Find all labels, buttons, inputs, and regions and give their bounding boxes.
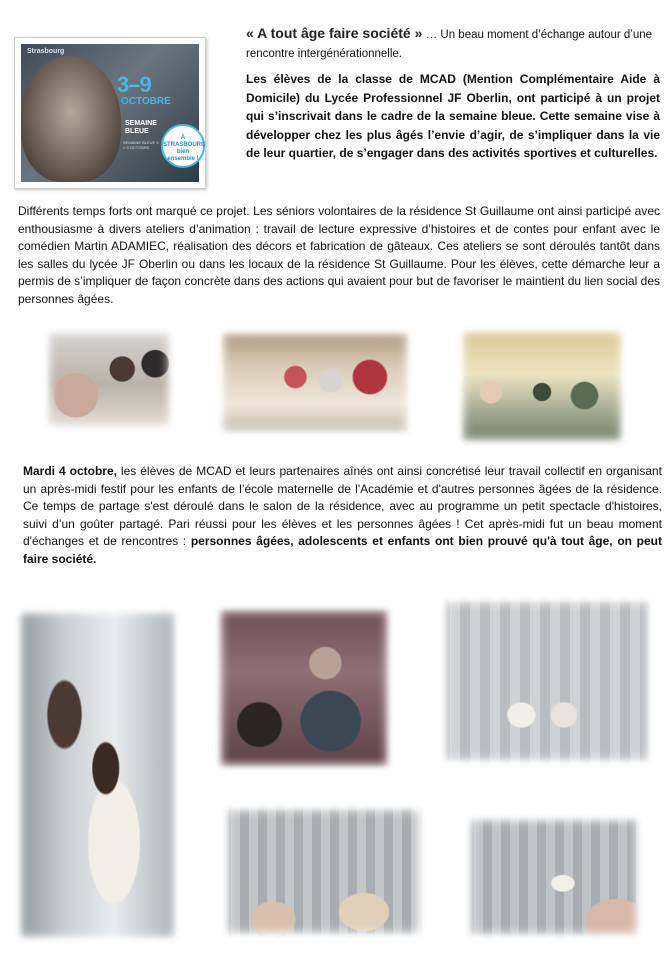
- poster-badge-text: À STRASBOURG bien ensemble !: [163, 135, 206, 162]
- photo-audience-room: [222, 804, 425, 939]
- poster-badge: [161, 124, 205, 168]
- poster-brand: Strasbourg: [27, 48, 65, 55]
- photo-audience-children: [465, 814, 643, 940]
- paragraph-workshops: Différents temps forts ont marqué ce projet. Les séniors volontaires de la résidence St Guillaume ont ainsi participé avec enthousiasme à divers ateliers d’animation : travail de lecture expressive d’histoires et de contes pour enfant avec le comédien Martin ADAMIEC, réalisation des décors et fabrication de gâteaux. Ces ateliers se sont déroulés tantôt dans les salles du lycée JF Oberlin ou dans les locaux de la résidence St Guillaume. Pour les élèves, cette démarche leur a permis de s’impliquer de façon concrète dans des actions qui avaient pour but de favoriser le maintient du lien social des personnes âgées.: [18, 204, 660, 306]
- photo-senior-with-child: [215, 605, 393, 771]
- page-title: « A tout âge faire société »: [246, 25, 423, 41]
- poster-month: OCTOBRE: [121, 96, 171, 107]
- photo-storytelling: [15, 607, 180, 943]
- poster-small-text: SEMAINE BLEUE 3 > 9 OCTOBRE: [123, 140, 159, 150]
- photo-performance-stage: [440, 596, 654, 766]
- paragraph-event: [23, 463, 662, 569]
- poster-image: [21, 44, 206, 182]
- semaine-bleue-poster: [14, 37, 206, 189]
- event-description: les élèves de MCAD et leurs partenaires aînés ont ainsi concrétisé leur travail collectif en organisant un après-midi festif pour les enfants de l’école maternelle de l'Académie et d'autres personnes âgées de la résidence. Ce temps de partage s'est déroulé dans le salon de la résidence, avec au programme un petit spectacle d'histoires, suivi d’un goûter partagé. Pari réussi pour les élèves et les personnes âgées ! Cet après-midi fut un beau moment d'échanges et de rencontres :: [23, 464, 662, 549]
- photo-workshop-group: [457, 326, 627, 446]
- event-date: Mardi 4 octobre,: [23, 464, 117, 478]
- poster-portrait: [21, 56, 121, 182]
- intro-heading: [246, 24, 660, 63]
- intro-paragraph: Les élèves de la classe de MCAD (Mention Complémentaire Aide à Domicile) du Lycée Professionnel JF Oberlin, ont participé à un projet qui s’inscrivait dans le cadre de la semaine bleue. Cette semaine vise à développer chez les plus âgés l’envie d’agir, de s’impliquer dans la vie de leur quartier, de s’engager dans des activités sportives et culturelles.: [246, 72, 660, 161]
- event-conclusion: personnes âgées, adolescents et enfants ont bien prouvé qu'à tout âge, on peut faire société.: [23, 534, 662, 566]
- page-subtitle: … Un beau moment d’échange autour d’une rencontre intergénérationnelle.: [246, 29, 653, 60]
- poster-event: SEMAINE BLEUE: [125, 120, 157, 135]
- photo-workshop-reading: [43, 327, 175, 432]
- poster-dates: 3–9: [117, 72, 151, 97]
- photo-workshop-baking: [217, 328, 413, 437]
